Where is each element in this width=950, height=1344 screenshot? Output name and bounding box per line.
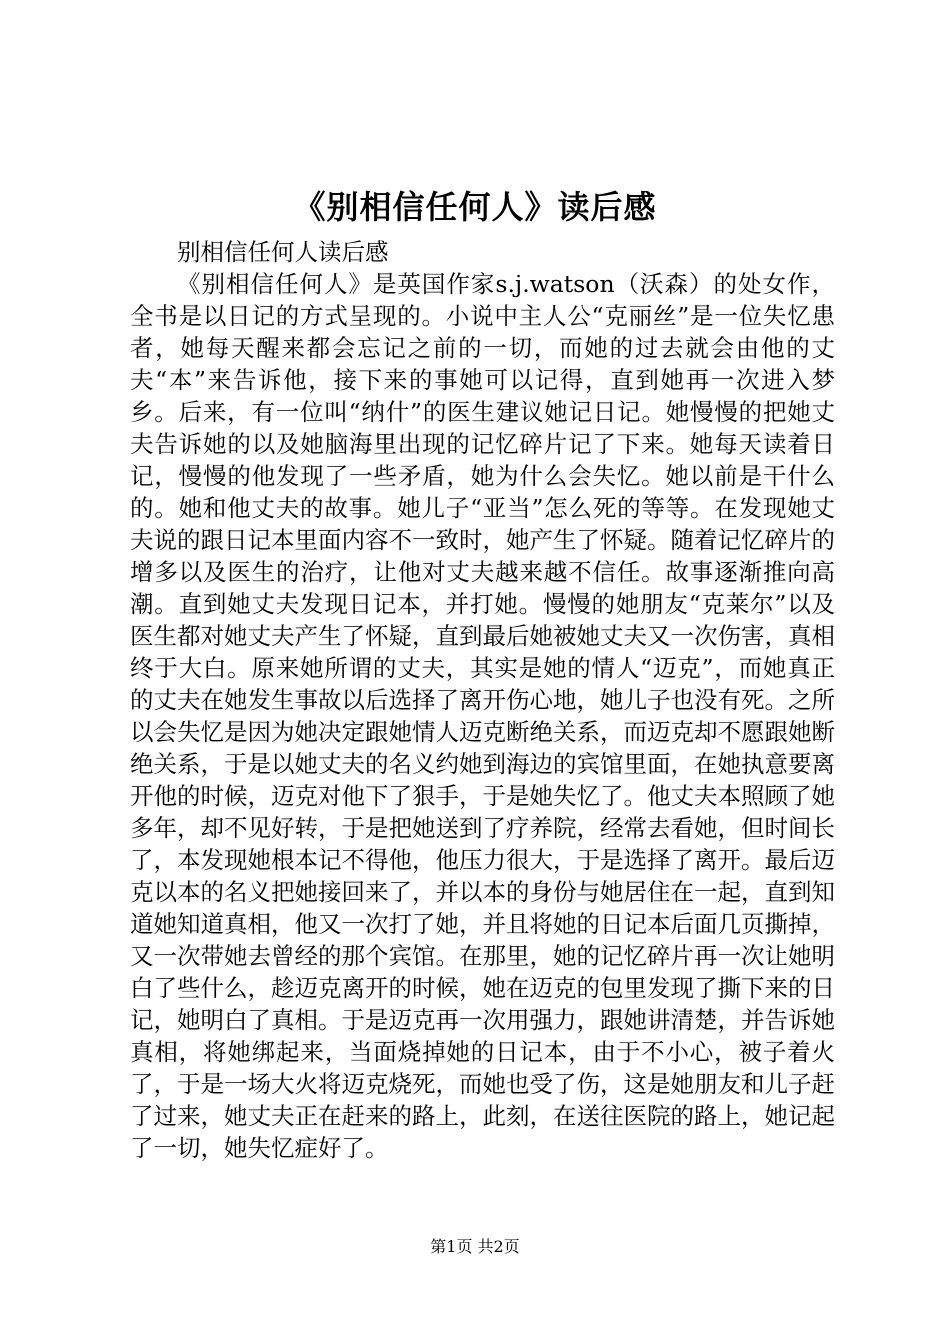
- document-body: [130, 236, 835, 1164]
- body-paragraph: 《别相信任何人》是英国作家s.j.watson（沃森）的处女作，全书是以日记的方式呈现的。小说中主人公“克丽丝”是一位失忆患者，她每天醒来都会忘记之前的一切，而她的过去就会由他的丈夫“本”来告诉他，接下来的事她可以记得，直到她再一次进入梦乡。后来，有一位叫“纳什”的医生建议她记日记。她慢慢的把她丈夫告诉她的以及她脑海里出现的记忆碎片记了下来。她每天读着日记，慢慢的他发现了一些矛盾，她为什么会失忆。她以前是干什么的。她和他丈夫的故事。她儿子“亚当”怎么死的等等。在发现她丈夫说的跟日记本里面内容不一致时，她产生了怀疑。随着记忆碎片的增多以及医生的治疗，让他对丈夫越来越不信任。故事逐渐推向高潮。直到她丈夫发现日记本，并打她。慢慢的她朋友“克莱尔”以及医生都对她丈夫产生了怀疑，直到最后她被她丈夫又一次伤害，真相终于大白。原来她所谓的丈夫，其实是她的情人“迈克”，而她真正的丈夫在她发生事故以后选择了离开伤心地，她儿子也没有死。之所以会失忆是因为她决定跟她情人迈克断绝关系，而迈克却不愿跟她断绝关系，于是以她丈夫的名义约她到海边的宾馆里面，在她执意要离开他的时候，迈克对他下了狠手，于是她失忆了。他丈夫本照顾了她多年，却不见好转，于是把她送到了疗养院，经常去看她，但时间长了，本发现她根本记不得他，他压力很大，于是选择了离开。最后迈克以本的名义把她接回来了，并以本的身份与她居住在一起，直到知道她知道真相，他又一次打了她，并且将她的日记本后面几页撕掉，又一次带她去曾经的那个宾馆。在那里，她的记忆碎片再一次让她明白了些什么，趁迈克离开的时候，她在迈克的包里发现了撕下来的日记，她明白了真相。于是迈克再一次用强力，跟她讲清楚，并告诉她真相，将她绑起来，当面烧掉她的日记本，由于不小心，被子着火了，于是一场大火将迈克烧死，而她也受了伤，这是她朋友和儿子赶了过来，她丈夫正在赶来的路上，此刻，在送往医院的路上，她记起了一切，她失忆症好了。: [130, 270, 835, 1162]
- page-number: 第1页 共2页: [430, 1237, 520, 1256]
- subtitle-paragraph: 别相信任何人读后感: [177, 238, 389, 266]
- page-title: 《别相信任何人》读后感: [293, 188, 657, 226]
